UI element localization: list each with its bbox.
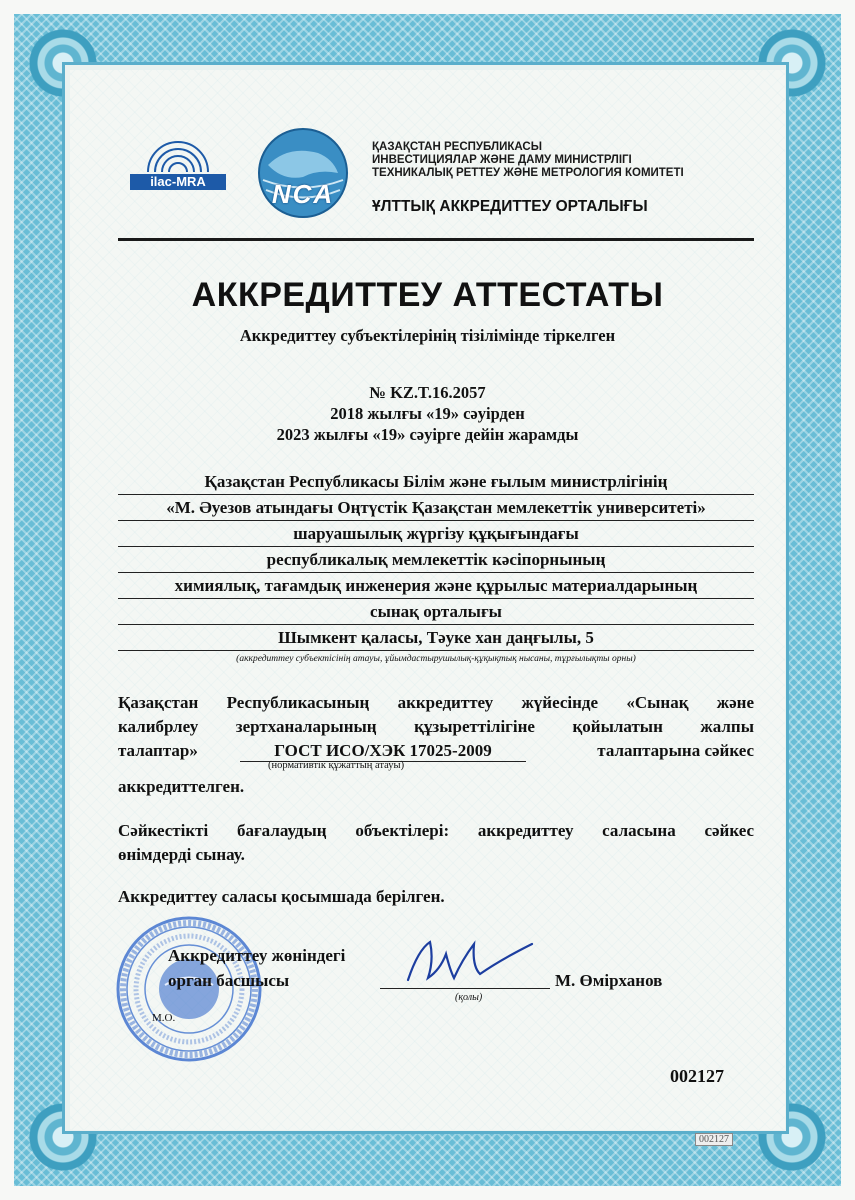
header-divider <box>118 238 754 241</box>
signer-role-line1: Аккредиттеу жөніндегі <box>168 946 346 965</box>
ilac-mra-logo: ilac-MRA <box>128 128 228 198</box>
para1-line3-pre: талаптар» <box>118 741 198 760</box>
para1-line2: калибрлеу зертханаларының құзыреттілігіне қойылатын жалпы <box>118 717 754 736</box>
serial-number-small: 002127 <box>695 1133 733 1146</box>
org-line-3: ТЕХНИКАЛЫҚ РЕТТЕУ ЖӘНЕ МЕТРОЛОГИЯ КОМИТЕТІ <box>372 167 684 179</box>
serial-number: 002127 <box>670 1066 724 1086</box>
signature-caption: (қолы) <box>455 992 483 1003</box>
nca-logo: NCA <box>248 125 358 225</box>
subtitle: Аккредиттеу субъектілерінің тізілімінде тіркелген <box>239 326 616 345</box>
para2-line1: Сәйкестікті бағалаудың объектілері: аккредиттеу саласына сәйкес <box>118 821 754 840</box>
subject-line-6: сынақ орталығы <box>118 602 754 625</box>
page-title: АККРЕДИТТЕУ АТТЕСТАТЫ <box>191 276 664 314</box>
org-line-1: ҚАЗАҚСТАН РЕСПУБЛИКАСЫ <box>372 141 542 153</box>
signer-role-line2: орган басшысы <box>168 971 290 990</box>
para1-line3-post: талаптарына сәйкес <box>597 741 754 760</box>
para1-line4: аккредиттелген. <box>118 777 245 796</box>
subject-line-3: шаруашылық жүргізу құқығындағы <box>118 524 754 547</box>
stamp-mark-mp: М.О. <box>152 1012 176 1024</box>
subject-line-2: «М. Әуезов атындағы Оңтүстік Қазақстан мемлекеттік университеті» <box>118 498 754 521</box>
standard-caption: (нормативтік құжаттың атауы) <box>268 760 405 771</box>
center-name: ҰЛТТЫҚ АККРЕДИТТЕУ ОРТАЛЫҒЫ <box>372 198 648 215</box>
standard-name: ГОСТ ИСО/ХЭК 17025-2009 <box>240 740 526 762</box>
certificate-number: № KZ.T.16.2057 <box>369 383 486 402</box>
subject-address: Шымкент қаласы, Тәуке хан даңғылы, 5 <box>118 628 754 651</box>
handwritten-signature <box>400 930 540 990</box>
subject-line-5: химиялық, тағамдық инженерия және құрылыс материалдарының <box>118 576 754 599</box>
subject-caption: (аккредиттеу субъектісінің атауы, ұйымдастырушылық-құқықтық нысаны, тұрғылықты орны) <box>236 654 636 664</box>
subject-line-1: Қазақстан Республикасы Білім және ғылым министрлігінің <box>118 472 754 495</box>
subject-line-4: республикалық мемлекеттік кәсіпорнының <box>118 550 754 573</box>
valid-from: 2018 жылғы «19» сәуірден <box>330 404 525 423</box>
para2-line2: өнімдерді сынау. <box>118 845 245 864</box>
para3: Аккредиттеу саласы қосымшада берілген. <box>118 887 445 906</box>
org-line-2: ИНВЕСТИЦИЯЛАР ЖӘНЕ ДАМУ МИНИСТРЛІГІ <box>372 154 632 166</box>
valid-to: 2023 жылғы «19» сәуірге дейін жарамды <box>276 425 579 444</box>
signer-name: М. Өмірханов <box>555 971 663 990</box>
para1-line1: Қазақстан Республикасының аккредиттеу жүйесінде «Сынақ және <box>118 693 754 712</box>
